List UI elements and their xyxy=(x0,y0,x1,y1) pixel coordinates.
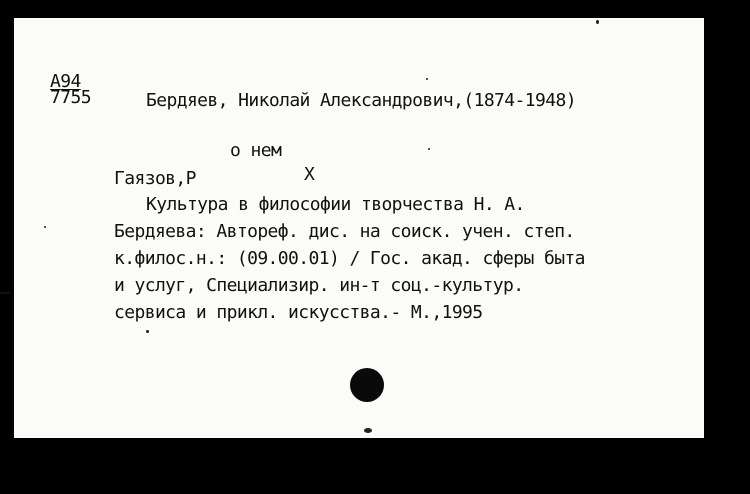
shelfmark-line-1: А94 xyxy=(50,71,81,92)
shelfmark-line-2: 7755 xyxy=(50,87,91,108)
card-heading: Бердяев, Николай Александрович,(1874-1948) xyxy=(146,90,576,111)
dust-speck xyxy=(364,428,372,433)
subject-note: о нем xyxy=(230,140,282,161)
title-line-3: к.филос.н.: (09.00.01) / Гос. акад. сферы быта xyxy=(114,248,585,269)
dust-speck xyxy=(428,148,430,150)
shelfmark xyxy=(50,71,91,108)
title-line-4: и услуг, Специализир. ин-т соц.-культур. xyxy=(114,275,524,296)
dust-speck xyxy=(426,78,428,80)
author-initial: Х xyxy=(304,164,315,185)
left-edge-mark xyxy=(0,292,10,294)
punch-hole xyxy=(350,368,384,402)
dust-speck xyxy=(44,226,46,228)
title-line-2: Бердяева: Автореф. дис. на соиск. учен. степ. xyxy=(114,221,575,242)
title-line-1: Культура в философии творчества Н. А. xyxy=(146,194,525,215)
catalog-card xyxy=(14,18,704,438)
dust-speck xyxy=(596,20,599,24)
title-line-5: сервиса и прикл. искусства.- М.,1995 xyxy=(114,302,483,323)
dust-speck xyxy=(146,330,149,333)
author-name: Гаязов,Р xyxy=(114,168,196,189)
